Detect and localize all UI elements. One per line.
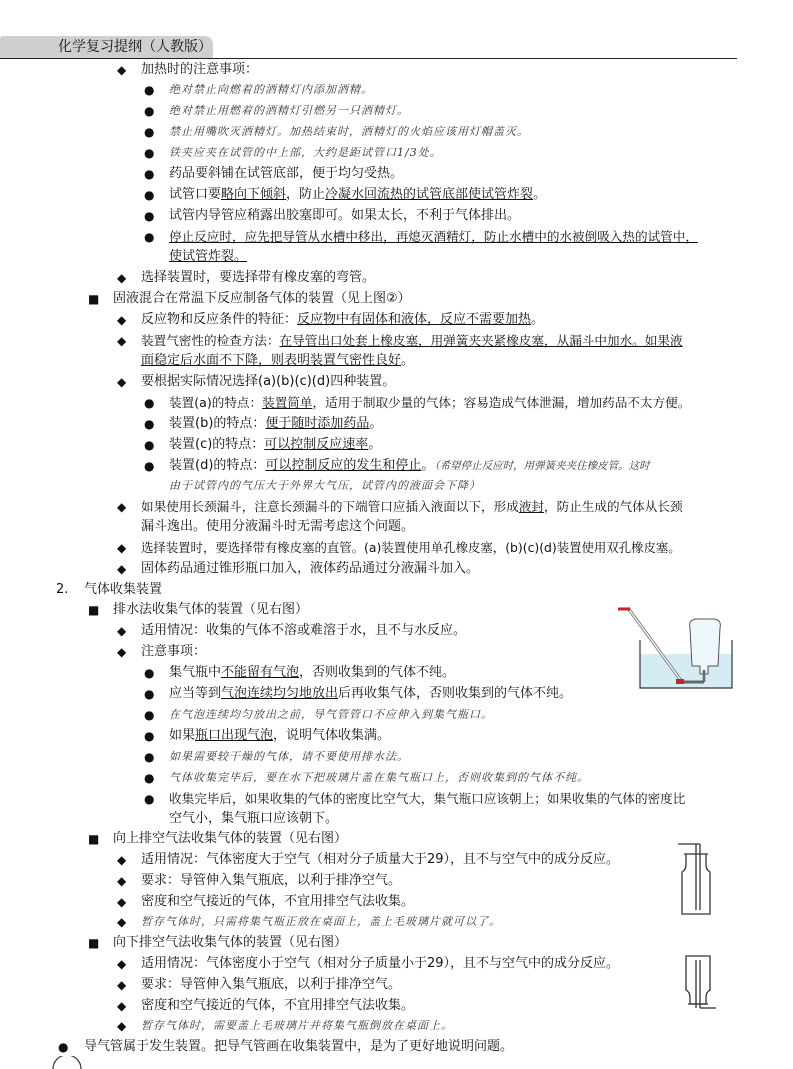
diamond-bullet: ◆ — [117, 313, 127, 327]
text-line: 选择装置时，要选择带有橡皮塞的直管。(a)装置使用单孔橡皮塞，(b)(c)(d)装置使用双孔橡皮塞。 — [141, 540, 681, 555]
text-line: 漏斗逸出。使用分液漏斗时无需考虑这个问题。 — [141, 519, 415, 534]
text-line: 气体收集完毕后，要在水下把玻璃片盖在集气瓶口上，否则收集到的气体不纯。 — [169, 771, 589, 784]
text-line: 注意事项： — [141, 644, 207, 659]
text-line: 暂存气体时，只需将集气瓶正放在桌面上，盖上毛玻璃片就可以了。 — [141, 915, 501, 928]
text-line: 暂存气体时，需要盖上毛玻璃片并将集气瓶倒放在桌面上。 — [141, 1019, 453, 1032]
page-header-title: 化学复习提纲（人教版） — [58, 39, 212, 55]
dot-bullet: ● — [144, 125, 155, 139]
dot-bullet: ● — [144, 459, 155, 473]
header-rule — [0, 58, 737, 59]
downward-air-displacement-diagram — [678, 950, 718, 1012]
diamond-bullet: ◆ — [117, 999, 127, 1013]
diamond-bullet: ◆ — [117, 874, 127, 888]
diamond-bullet: ◆ — [117, 541, 127, 555]
dot-bullet: ● — [144, 438, 155, 452]
text-line: 排水法收集气体的装置（见右图） — [113, 602, 309, 617]
text-line: 导气管属于发生装置。把导气管画在收集装置中，是为了更好地说明问题。 — [84, 1039, 514, 1054]
section-number: 2. — [56, 582, 69, 597]
text-line: 铁夹应夹在试管的中上部，大约是距试管口1/3处。 — [169, 146, 442, 159]
dot-bullet: ● — [144, 188, 155, 202]
text-line: 应当等到气泡连续均匀地放出后再收集气体，否则收集到的气体不纯。 — [169, 686, 573, 701]
diamond-bullet: ◆ — [117, 624, 127, 638]
text-line: 面稳定后水面不下降，则表明装置气密性良好。 — [141, 353, 415, 368]
diamond-bullet: ◆ — [117, 375, 127, 389]
text-line: 如果使用长颈漏斗，注意长颈漏斗的下端管口应插入液面以下，形成液封，防止生成的气体从长颈 — [141, 499, 683, 514]
dot-bullet: ● — [144, 396, 155, 410]
text-line: 固体药品通过锥形瓶口加入，液体药品通过分液漏斗加入。 — [141, 561, 480, 576]
text-line: 装置(a)的特点：装置简单，适用于制取少量的气体；容易造成气体泄漏，增加药品不太方便。 — [169, 395, 691, 410]
dot-bullet: ● — [144, 708, 155, 722]
text-line: 要求：导管伸入集气瓶底，以利于排净空气。 — [141, 873, 402, 888]
text-line: 反应物和反应条件的特征：反应物中有固体和液体，反应不需要加热。 — [141, 312, 545, 327]
text-line: 试管内导管应稍露出胶塞即可。如果太长，不利于气体排出。 — [169, 208, 521, 223]
square-bullet: ■ — [88, 292, 100, 306]
water-displacement-diagram — [610, 600, 740, 695]
diamond-bullet: ◆ — [117, 1019, 127, 1033]
page-number-circle — [50, 1056, 84, 1069]
text-line: 试管口要略向下倾斜，防止冷凝水回流热的试管底部使试管炸裂。 — [169, 187, 547, 202]
text-line: 空气小，集气瓶口应该朝下。 — [169, 811, 339, 826]
text-line: 密度和空气接近的气体，不宜用排空气法收集。 — [141, 998, 415, 1013]
diamond-bullet: ◆ — [117, 334, 127, 348]
dot-bullet: ● — [144, 729, 155, 743]
text-line: 停止反应时，应先把导管从水槽中移出，再熄灭酒精灯，防止水槽中的水被倒吸入热的试管中， — [169, 229, 698, 244]
text-line: 集气瓶中不能留有气泡，否则收集到的气体不纯。 — [169, 665, 456, 680]
text-line: 如果需要较干燥的气体，请不要使用排水法。 — [169, 750, 409, 763]
diamond-bullet: ◆ — [117, 645, 127, 659]
dot-bullet: ● — [144, 792, 155, 806]
dot-bullet: ● — [144, 750, 155, 764]
diamond-bullet: ◆ — [117, 271, 127, 285]
text-line: 要求：导管伸入集气瓶底，以利于排净空气。 — [141, 977, 402, 992]
text-line: 药品要斜铺在试管底部，便于均匀受热。 — [169, 166, 404, 181]
diamond-bullet: ◆ — [117, 895, 127, 909]
dot-bullet: ● — [144, 167, 155, 181]
dot-bullet: ● — [144, 83, 155, 97]
text-line: 由于试管内的气压大于外界大气压，试管内的液面会下降） — [169, 479, 481, 492]
text-line: 要根据实际情况选择(a)(b)(c)(d)四种装置。 — [141, 374, 396, 389]
text-line: 装置气密性的检查方法：在导管出口处套上橡皮塞，用弹簧夹夹紧橡皮塞，从漏斗中加水。如果液 — [141, 333, 683, 348]
text-line: 选择装置时，要选择带有橡皮塞的弯管。 — [141, 270, 376, 285]
diamond-bullet: ◆ — [117, 978, 127, 992]
diamond-bullet: ◆ — [117, 957, 127, 971]
text-line: 禁止用嘴吹灭酒精灯。加热结束时，酒精灯的火焰应该用灯帽盖灭。 — [169, 125, 529, 138]
text-line: 在气泡连续均匀放出之前，导气管管口不应伸入到集气瓶口。 — [169, 708, 493, 721]
dot-bullet: ● — [144, 417, 155, 431]
dot-bullet: ● — [144, 104, 155, 118]
text-line: 适用情况：收集的气体不溶或难溶于水，且不与水反应。 — [141, 623, 467, 638]
text-line: 密度和空气接近的气体，不宜用排空气法收集。 — [141, 894, 415, 909]
text-line: 固液混合在常温下反应制备气体的装置（见上图②） — [113, 291, 411, 306]
text-line: 装置(c)的特点：可以控制反应速率。 — [169, 437, 382, 452]
diamond-bullet: ◆ — [117, 500, 127, 514]
diamond-bullet: ◆ — [117, 63, 127, 77]
text-line: 收集完毕后，如果收集的气体的密度比空气大，集气瓶口应该朝上；如果收集的气体的密度比 — [169, 791, 686, 806]
text-line: 绝对禁止用燃着的酒精灯引燃另一只酒精灯。 — [169, 104, 409, 117]
text-line: 适用情况：气体密度小于空气（相对分子质量小于29），且不与空气中的成分反应。 — [141, 956, 620, 971]
text-line: 加热时的注意事项： — [141, 62, 259, 77]
diamond-bullet: ◆ — [117, 915, 127, 929]
text-line: 绝对禁止向燃着的酒精灯内添加酒精。 — [169, 83, 373, 96]
dot-bullet: ● — [144, 687, 155, 701]
text-line: 向上排空气法收集气体的装置（见右图） — [113, 831, 348, 846]
dot-bullet: ● — [144, 146, 155, 160]
text-line: 适用情况：气体密度大于空气（相对分子质量大于29），且不与空气中的成分反应。 — [141, 852, 620, 867]
dot-bullet: ● — [144, 230, 155, 244]
diamond-bullet: ◆ — [117, 853, 127, 867]
dot-bullet: ● — [58, 1040, 69, 1054]
dot-bullet: ● — [144, 209, 155, 223]
dot-bullet: ● — [144, 666, 155, 680]
text-line: 使试管炸裂。 — [169, 249, 248, 264]
square-bullet: ■ — [88, 603, 100, 617]
upward-air-displacement-diagram — [676, 840, 716, 918]
diamond-bullet: ◆ — [117, 562, 127, 576]
section-title: 气体收集装置 — [84, 582, 163, 597]
dot-bullet: ● — [144, 771, 155, 785]
text-line: 向下排空气法收集气体的装置（见右图） — [113, 935, 348, 950]
text-line: 如果瓶口出现气泡，说明气体收集满。 — [169, 728, 391, 743]
text-line: 装置(b)的特点：便于随时添加药品。 — [169, 416, 383, 431]
text-line: 装置(d)的特点：可以控制反应的发生和停止。（希望停止反应时，用弹簧夹夹住橡皮管。这时 — [169, 458, 650, 473]
square-bullet: ■ — [88, 832, 100, 846]
square-bullet: ■ — [88, 936, 100, 950]
